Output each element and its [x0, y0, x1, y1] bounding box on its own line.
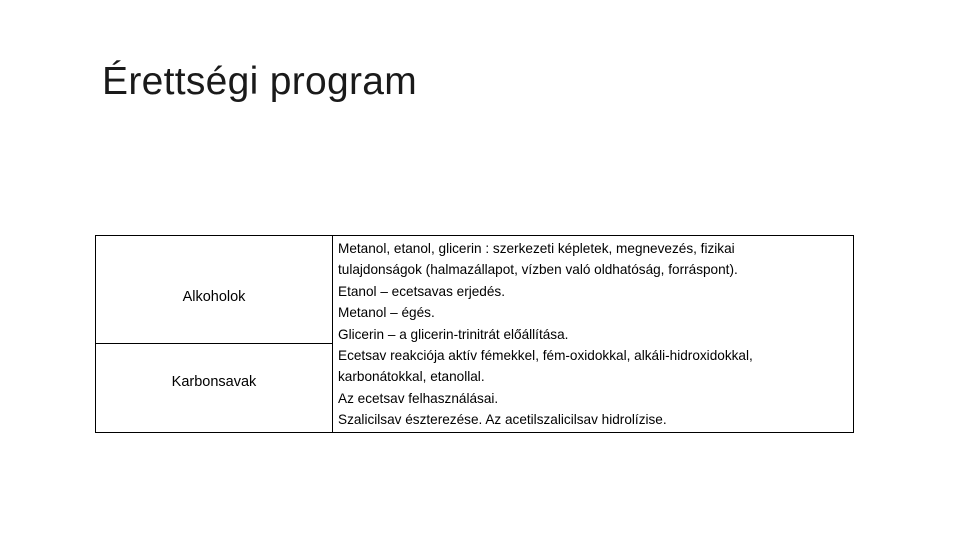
description-line: Szalicilsav észterezése. Az acetilszalicilsav hidrolízise. — [338, 412, 667, 428]
description-line: Az ecetsav felhasználásai. — [338, 390, 499, 406]
topic-cell-karbonsavak: Karbonsavak — [96, 344, 333, 433]
description-line: Metanol – égés. — [338, 305, 435, 321]
topic-cell-alkoholok: Alkoholok — [96, 236, 333, 344]
table-row — [96, 236, 854, 344]
description-line: Metanol, etanol, glicerin : szerkezeti képletek, megnevezés, fizikai — [338, 241, 735, 256]
description-line: Glicerin – a glicerin-trinitrát előállítása. — [338, 326, 569, 342]
description-cell — [333, 236, 854, 433]
description-line: Etanol – ecetsavas erjedés. — [338, 283, 506, 299]
slide-title: Érettségi program — [102, 60, 418, 103]
description-line: Ecetsav reakciója aktív fémekkel, fém-oxidokkal, alkáli-hidroxidokkal, — [338, 348, 753, 364]
description-line: tulajdonságok (halmazállapot, vízben való oldhatóság, forráspont). — [338, 262, 738, 278]
topics-table — [95, 235, 854, 433]
description-line: karbonátokkal, etanollal. — [338, 369, 485, 385]
